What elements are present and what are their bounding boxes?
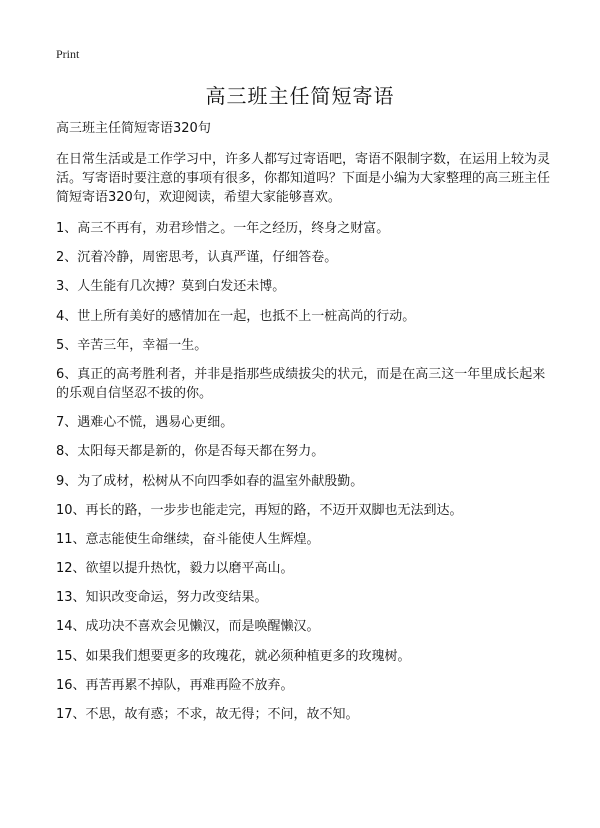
quote-item: 17、不思，故有惑；不求，故无得；不问，故不知。 xyxy=(56,707,359,722)
quote-item: 15、如果我们想要更多的玫瑰花，就必须种植更多的玫瑰树。 xyxy=(56,648,411,664)
quote-item: 13、知识改变命运，努力改变结果。 xyxy=(56,590,268,606)
quote-item: 2、沉着冷静，周密思考，认真严谨，仔细答卷。 xyxy=(56,250,338,266)
intro-paragraph: 在日常生活或是工作学习中，许多人都写过寄语吧，寄语不限制字数，在运用上较为灵活。写寄语时要注意的事项有很多，你都知道吗？下面是小编为大家整理的高三班主任简短寄语320句，欢迎阅读，希望大家能够喜欢。 xyxy=(56,152,551,205)
quote-item: 1、高三不再有，劝君珍惜之。一年之经历，终身之财富。 xyxy=(56,221,390,236)
quote-item: 3、人生能有几次搏？莫到白发还未博。 xyxy=(56,279,286,295)
quote-item: 12、欲望以提升热忱，毅力以磨平高山。 xyxy=(56,561,294,577)
quote-item: 7、遇难心不慌，遇易心更细。 xyxy=(56,415,234,431)
page-title: 高三班主任简短寄语 xyxy=(205,84,395,108)
quote-item: 5、辛苦三年，幸福一生。 xyxy=(56,337,208,353)
print-link[interactable]: Print xyxy=(56,47,80,61)
quote-item: 4、世上所有美好的感情加在一起，也抵不上一桩高尚的行动。 xyxy=(56,308,416,324)
quote-item: 10、再长的路，一步步也能走完，再短的路，不迈开双脚也无法到达。 xyxy=(56,502,463,518)
quote-list xyxy=(56,219,556,724)
quote-item: 6、真正的高考胜利者，并非是指那些成绩拔尖的状元，而是在高三这一年里成长起来的乐观自信坚忍不拔的你。 xyxy=(56,366,546,401)
article-subtitle: 高三班主任简短寄语320句 xyxy=(56,121,211,136)
quote-item: 11、意志能使生命继续，奋斗能使人生辉煌。 xyxy=(56,531,320,547)
article-body xyxy=(56,119,556,734)
quote-item: 8、太阳每天都是新的，你是否每天都在努力。 xyxy=(56,444,325,460)
quote-item: 16、再苦再累不掉队，再难再险不放弃。 xyxy=(56,677,294,693)
quote-item: 9、为了成材，松树从不向四季如春的温室外献殷勤。 xyxy=(56,473,364,489)
quote-item: 14、成功决不喜欢会见懒汉，而是唤醒懒汉。 xyxy=(56,619,320,635)
